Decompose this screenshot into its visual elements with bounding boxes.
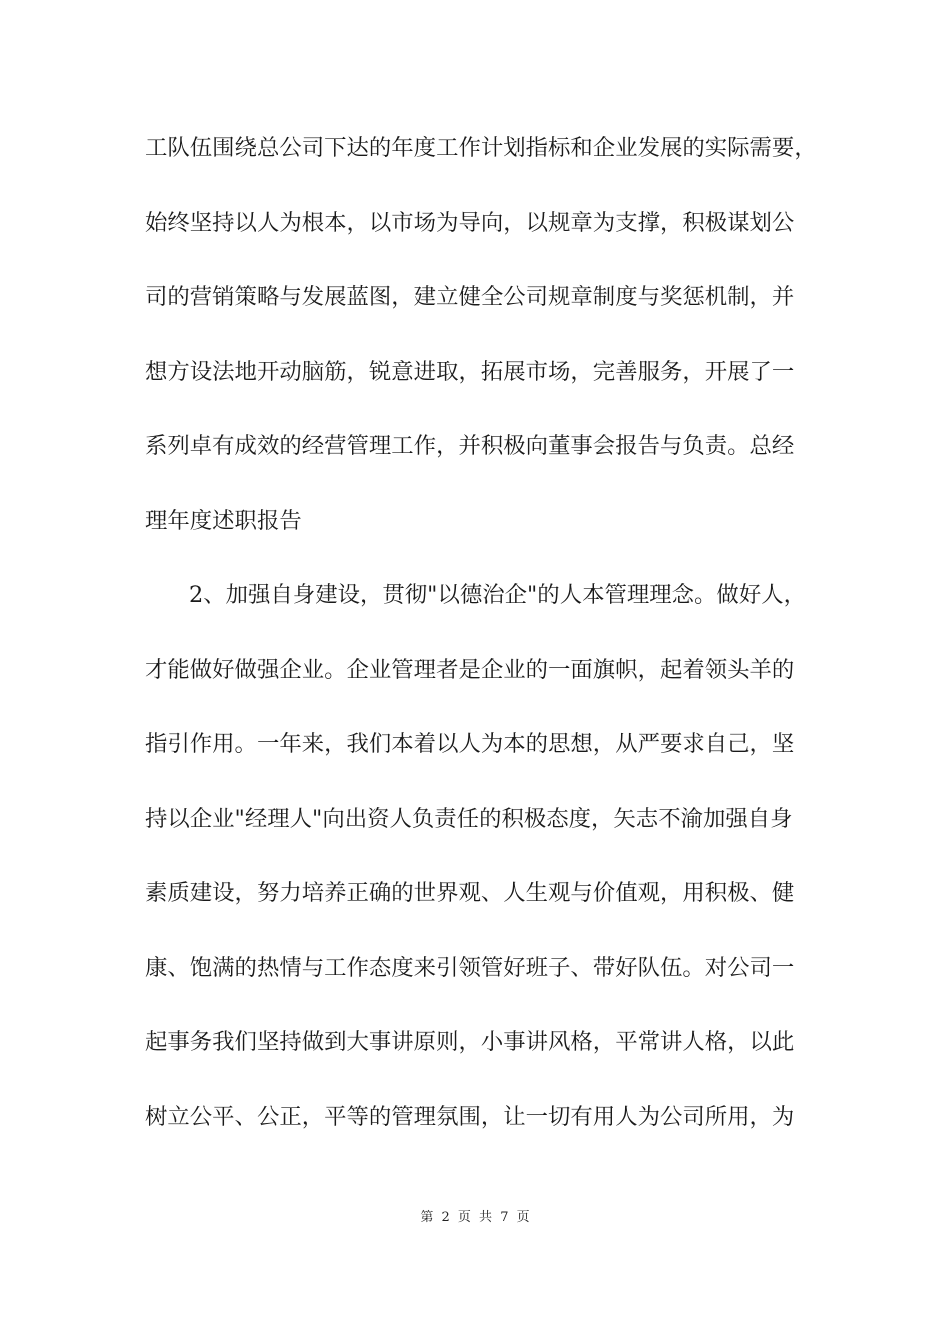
text-line: 始终坚持以人为根本，以市场为导向，以规章为支撑，积极谋划公 <box>145 209 795 236</box>
text-line: 指引作用。一年来，我们本着以人为本的思想，从严要求自己，坚 <box>145 731 795 757</box>
page-number-footer: 第 2 页 共 7 页 <box>420 1210 530 1225</box>
text-line: 素质建设，努力培养正确的世界观、人生观与价值观，用积极、健 <box>145 880 795 906</box>
text-line: 司的营销策略与发展蓝图，建立健全公司规章制度与奖惩机制，并 <box>145 284 795 310</box>
text-line: 工队伍围绕总公司下达的年度工作计划指标和企业发展的实际需要， <box>145 135 817 161</box>
text-line: 想方设法地开动脑筋，锐意进取，拓展市场，完善服务，开展了一 <box>145 358 795 385</box>
body-text <box>145 126 817 1169</box>
text-line: 系列卓有成效的经营管理工作，并积极向董事会报告与负责。总经 <box>145 433 795 459</box>
text-line: 持以企业"经理人"向出资人负责任的积极态度，矢志不渝加强自身 <box>145 805 793 832</box>
text-line: 才能做好做强企业。企业管理者是企业的一面旗帜，起着领头羊的 <box>145 656 795 683</box>
text-line: 康、饱满的热情与工作态度来引领管好班子、带好队伍。对公司一 <box>145 954 795 981</box>
text-line: 树立公平、公正，平等的管理氛围，让一切有用人为公司所用，为 <box>145 1103 795 1130</box>
paragraph-start-line: 2、加强自身建设，贯彻"以德治企"的人本管理理念。做好人， <box>189 582 806 608</box>
text-line: 理年度述职报告 <box>145 507 302 534</box>
text-line: 起事务我们坚持做到大事讲原则，小事讲风格，平常讲人格，以此 <box>145 1029 795 1055</box>
